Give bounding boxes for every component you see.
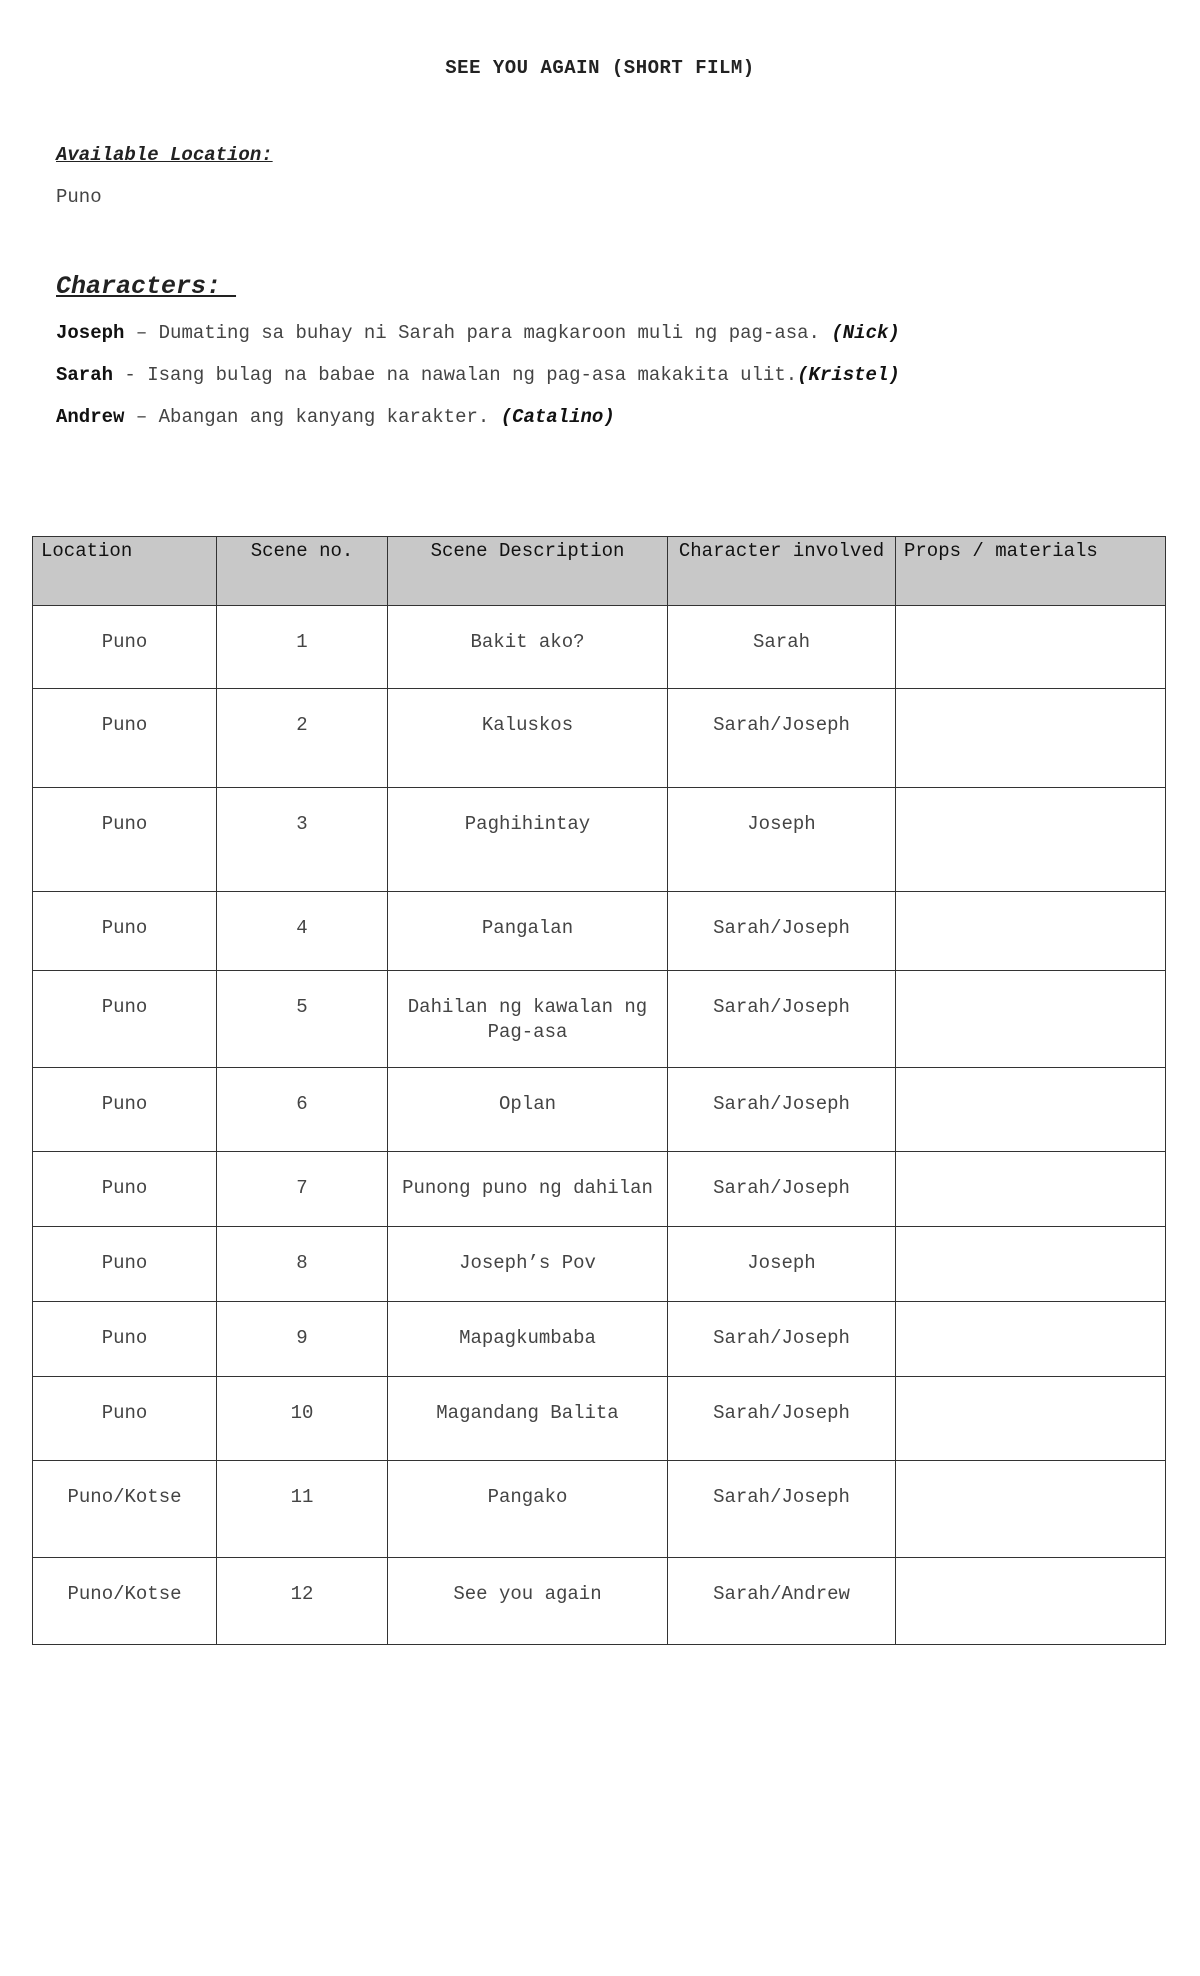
cell-props [896,689,1166,788]
cell-scene-description: Magandang Balita [388,1377,668,1461]
cell-character-involved: Sarah/Joseph [668,689,896,788]
cell-scene-description: Bakit ako? [388,606,668,689]
cell-location: Puno [33,606,217,689]
cell-props [896,1558,1166,1645]
cell-character-involved: Joseph [668,788,896,892]
cell-location: Puno [33,971,217,1068]
cell-location: Puno [33,1068,217,1152]
character-separator: – [124,406,159,428]
cell-character-involved: Sarah/Andrew [668,1558,896,1645]
cell-scene-description: Mapagkumbaba [388,1302,668,1377]
table-row [33,689,1166,788]
cell-character-involved: Sarah/Joseph [668,892,896,971]
cell-scene-no: 7 [217,1152,388,1227]
cell-scene-no: 10 [217,1377,388,1461]
cell-props [896,1152,1166,1227]
cell-location: Puno [33,892,217,971]
character-name: Joseph [56,322,125,344]
character-description: Abangan ang kanyang karakter. [158,406,501,428]
cell-location: Puno [33,788,217,892]
column-header-scene-description: Scene Description [388,537,668,606]
table-row [33,971,1166,1068]
table-row [33,1302,1166,1377]
table-row [33,1227,1166,1302]
column-header-character-involved: Character involved [668,537,896,606]
table-row [33,1377,1166,1461]
table-header-row [33,537,1166,606]
character-line-andrew [56,406,615,428]
cell-location: Puno/Kotse [33,1558,217,1645]
cell-scene-description: Oplan [388,1068,668,1152]
scene-breakdown-table [32,536,1166,1645]
cell-location: Puno [33,1227,217,1302]
characters-heading: Characters: [56,272,237,301]
cell-scene-description: Pangako [388,1461,668,1558]
character-line-joseph [56,322,900,344]
cell-scene-no: 2 [217,689,388,788]
cell-character-involved: Sarah/Joseph [668,1377,896,1461]
cell-character-involved: Sarah/Joseph [668,1068,896,1152]
cell-props [896,1227,1166,1302]
available-location-heading: Available Location: [56,144,273,166]
cell-scene-description: Dahilan ng kawalan ng Pag-asa [388,971,668,1068]
cell-scene-no: 9 [217,1302,388,1377]
cell-scene-no: 8 [217,1227,388,1302]
cell-scene-description: See you again [388,1558,668,1645]
character-actor: (Kristel) [797,364,900,386]
cell-props [896,1302,1166,1377]
table-row [33,892,1166,971]
column-header-props-materials: Props / materials [896,537,1166,606]
cell-character-involved: Sarah/Joseph [668,1152,896,1227]
cell-props [896,892,1166,971]
cell-scene-description: Punong puno ng dahilan [388,1152,668,1227]
cell-props [896,1461,1166,1558]
cell-location: Puno [33,1377,217,1461]
cell-character-involved: Sarah [668,606,896,689]
character-name: Andrew [56,406,125,428]
cell-scene-no: 1 [217,606,388,689]
character-description: Dumating sa buhay ni Sarah para magkaroon muli ng pag-asa. [158,322,832,344]
cell-scene-description: Pangalan [388,892,668,971]
cell-props [896,971,1166,1068]
character-line-sarah [56,364,900,386]
character-description: Isang bulag na babae na nawalan ng pag-asa makakita ulit. [147,364,798,386]
cell-location: Puno [33,689,217,788]
column-header-location: Location [33,537,217,606]
character-name: Sarah [56,364,114,386]
cell-props [896,606,1166,689]
table-row [33,1152,1166,1227]
cell-character-involved: Sarah/Joseph [668,1302,896,1377]
cell-scene-no: 3 [217,788,388,892]
cell-location: Puno/Kotse [33,1461,217,1558]
cell-character-involved: Sarah/Joseph [668,971,896,1068]
cell-character-involved: Sarah/Joseph [668,1461,896,1558]
cell-props [896,788,1166,892]
cell-location: Puno [33,1152,217,1227]
table-row [33,1558,1166,1645]
table-row [33,606,1166,689]
table-row [33,1461,1166,1558]
character-separator: – [124,322,159,344]
column-header-scene-no: Scene no. [217,537,388,606]
cell-character-involved: Joseph [668,1227,896,1302]
cell-scene-description: Kaluskos [388,689,668,788]
cell-scene-no: 11 [217,1461,388,1558]
cell-scene-no: 4 [217,892,388,971]
cell-scene-no: 6 [217,1068,388,1152]
cell-props [896,1068,1166,1152]
page-title: SEE YOU AGAIN (SHORT FILM) [445,57,755,79]
character-actor: (Catalino) [500,406,615,428]
cell-scene-description: Joseph’s Pov [388,1227,668,1302]
character-separator: - [113,364,148,386]
cell-scene-no: 12 [217,1558,388,1645]
cell-props [896,1377,1166,1461]
available-location-value: Puno [56,186,102,208]
cell-scene-description: Paghihintay [388,788,668,892]
cell-scene-no: 5 [217,971,388,1068]
cell-location: Puno [33,1302,217,1377]
character-actor: (Nick) [831,322,900,344]
table-row [33,788,1166,892]
table-row [33,1068,1166,1152]
